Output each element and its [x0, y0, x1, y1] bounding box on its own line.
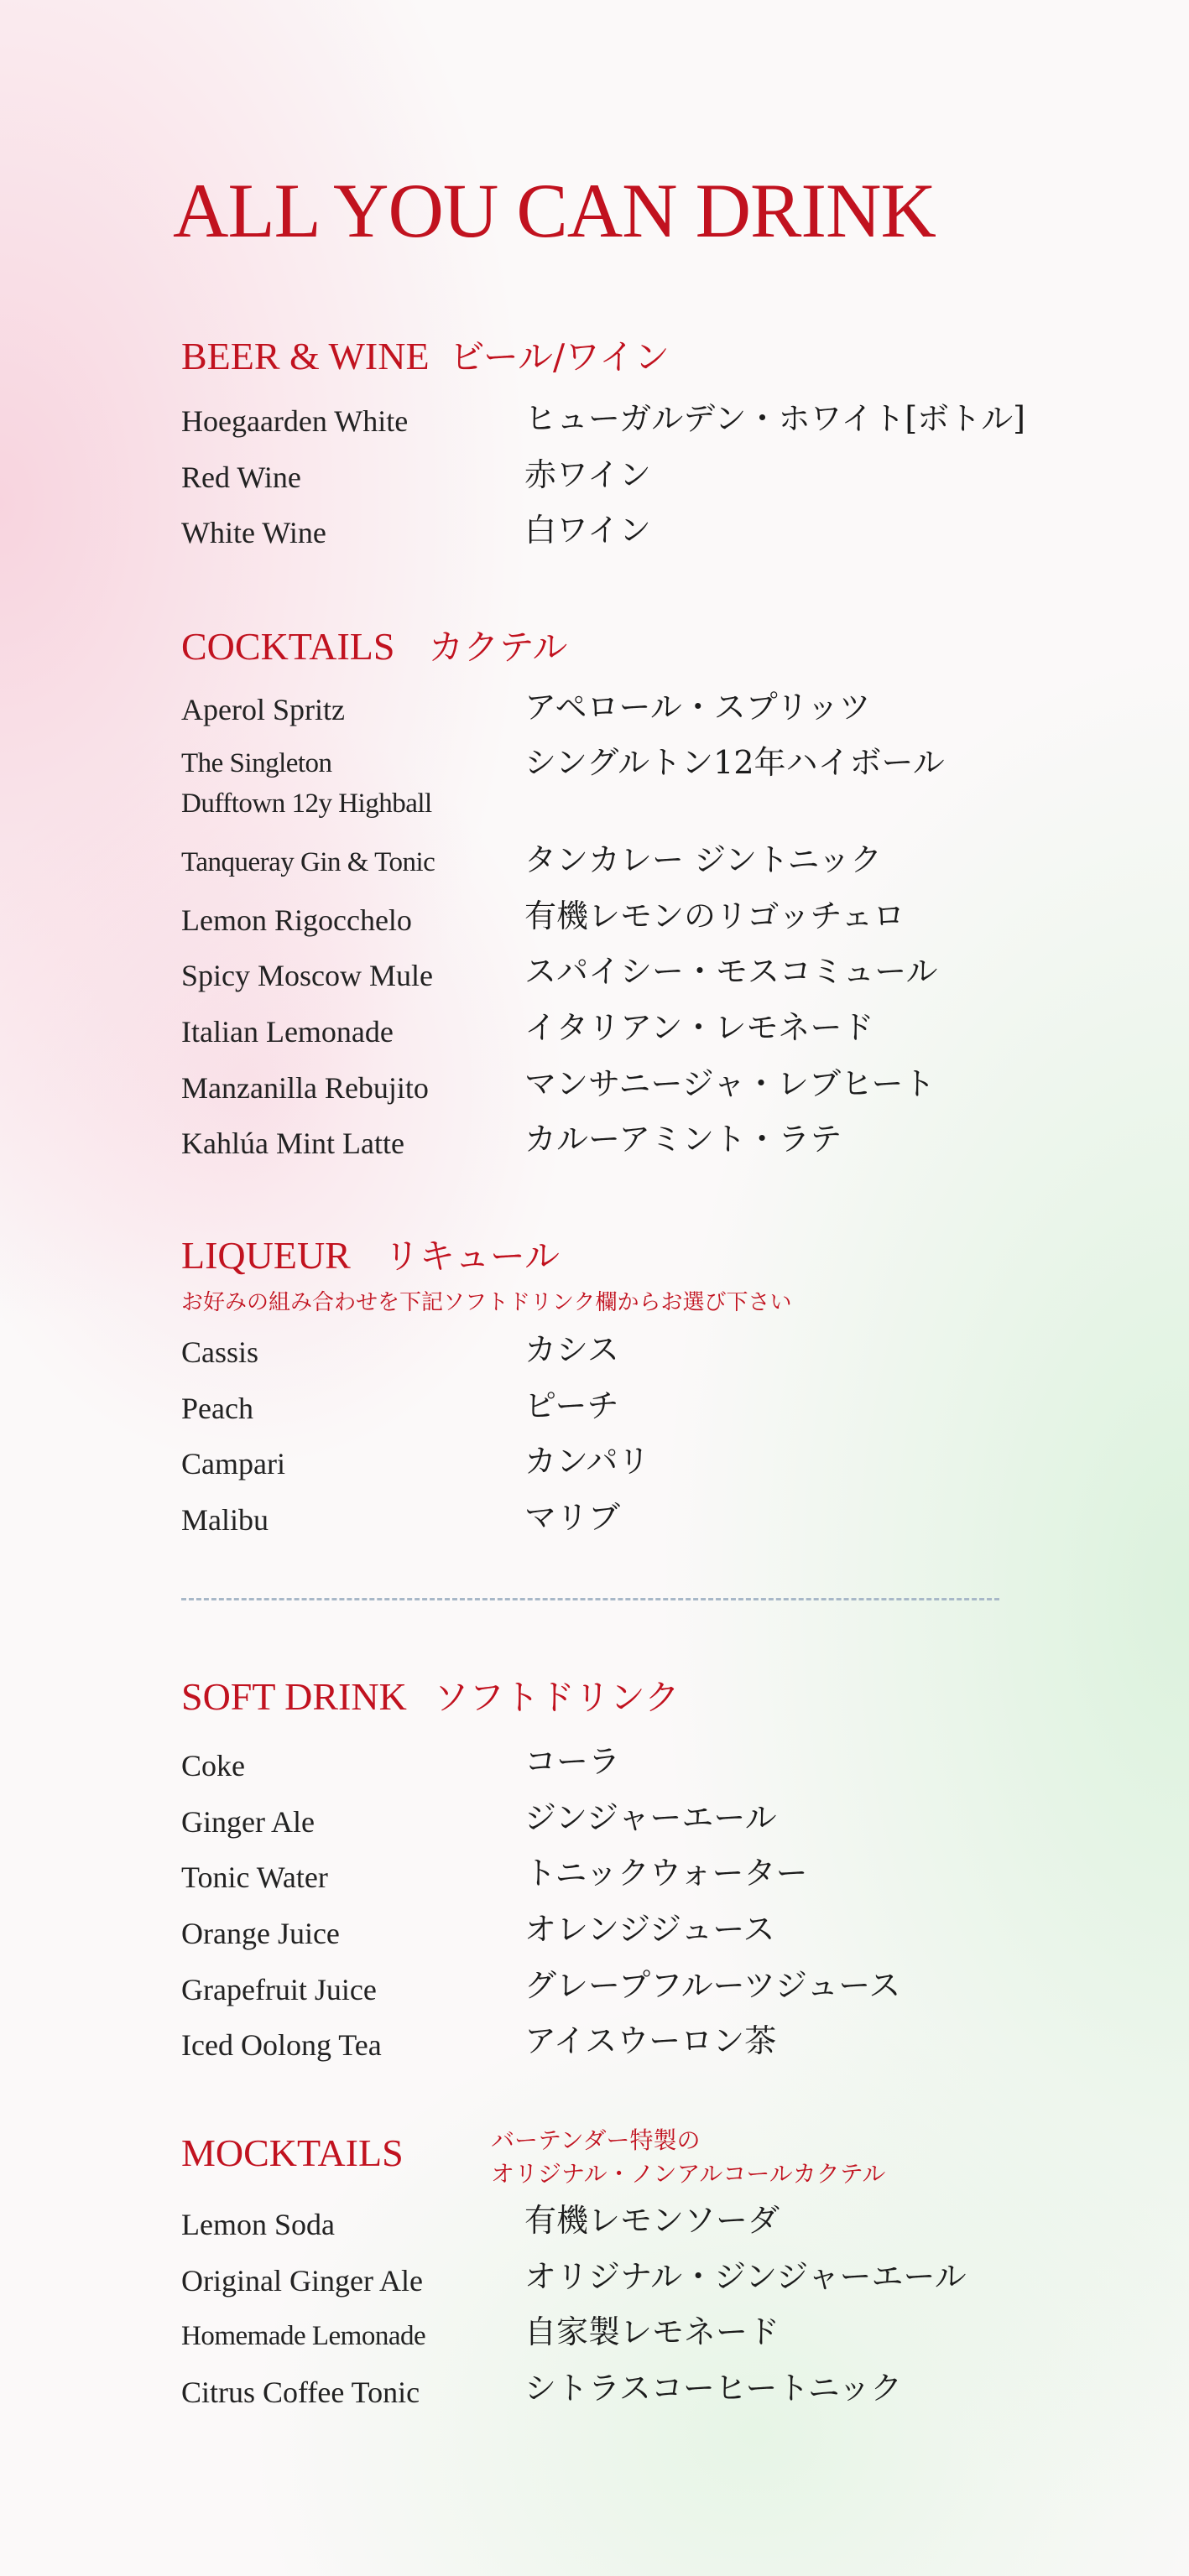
- menu-item-en: Ginger Ale: [181, 1805, 315, 1839]
- menu-item-jp: コーラ: [524, 1743, 621, 1780]
- menu-item-en: Citrus Coffee Tonic: [181, 2376, 420, 2409]
- mocktails-note-line1: バーテンダー特製の: [491, 2126, 701, 2154]
- menu-item-jp: グレープフルーツジュース: [524, 1967, 901, 2004]
- menu-item-jp: ジンジャーエール: [524, 1799, 777, 1836]
- menu-item-jp: カンパリ: [524, 1443, 650, 1480]
- menu-item-jp: マリブ: [524, 1499, 621, 1536]
- menu-item-jp: カシス: [524, 1331, 619, 1368]
- menu-item-en: Kahlúa Mint Latte: [181, 1127, 404, 1160]
- menu-item-jp: マンサニージャ・レブヒート: [524, 1065, 936, 1102]
- section-title-liqueur: [181, 1236, 560, 1275]
- menu-item-en: Grapefruit Juice: [181, 1973, 377, 2006]
- section-title-jp: ビール/ワイン: [449, 336, 670, 377]
- menu-item-jp: 自家製レモネード: [524, 2313, 780, 2350]
- menu-item-jp: スパイシー・モスコミュール: [524, 953, 938, 990]
- menu-item-jp: カルーアミント・ラテ: [524, 1121, 842, 1158]
- menu-item-en: Tanqueray Gin & Tonic: [181, 847, 435, 877]
- section-title-jp: リキュール: [383, 1236, 561, 1277]
- menu-item-en: Orange Juice: [181, 1917, 340, 1950]
- menu-item-jp: イタリアン・レモネード: [524, 1009, 874, 1046]
- section-title-soft-drink: [181, 1675, 680, 1718]
- menu-item-en: Iced Oolong Tea: [181, 2028, 382, 2062]
- menu-item-jp: シングルトン12年ハイボール: [524, 744, 945, 781]
- menu-item-jp: タンカレー ジントニック: [524, 841, 883, 878]
- menu-item-jp: 白ワイン: [524, 512, 651, 549]
- menu-item-en: Cassis: [181, 1335, 259, 1369]
- menu-item-en: Lemon Soda: [181, 2208, 335, 2241]
- section-title-cocktails: [181, 627, 567, 666]
- menu-item-en: Italian Lemonade: [181, 1015, 394, 1049]
- menu-item-jp: アペロール・スプリッツ: [524, 689, 871, 726]
- page-title: ALL YOU CAN DRINK: [173, 168, 936, 253]
- menu-item-jp: シトラスコーヒートニック: [524, 2370, 903, 2407]
- liqueur-note: お好みの組み合わせを下記ソフトドリンク欄からお選び下さい: [181, 1290, 792, 1315]
- menu-item-jp: ピーチ: [524, 1387, 619, 1424]
- menu-item-jp: トニックウォーター: [524, 1855, 808, 1892]
- menu-item-jp: 赤ワイン: [524, 456, 651, 493]
- menu-item-en: Tonic Water: [181, 1860, 328, 1894]
- menu-item-en: Homemade Lemonade: [181, 2321, 426, 2351]
- section-title-en: BEER & WINE: [181, 335, 430, 377]
- menu-item-jp: オレンジジュース: [524, 1911, 775, 1948]
- section-title-mocktails: [181, 2131, 404, 2174]
- menu-item-jp: ヒューガルデン・ホワイト[ボトル]: [524, 400, 1025, 437]
- section-title-jp: カクテル: [428, 627, 568, 668]
- menu-item-en: White Wine: [181, 516, 326, 549]
- section-title-en: COCKTAILS: [181, 625, 395, 668]
- menu-item-en: Lemon Rigocchelo: [181, 903, 412, 937]
- menu-item-jp: アイスウーロン茶: [524, 2022, 777, 2059]
- section-title-en: SOFT DRINK: [181, 1675, 407, 1718]
- menu-item-en: Original Ginger Ale: [181, 2264, 423, 2298]
- section-title-en: LIQUEUR: [181, 1234, 351, 1277]
- menu-item-jp: オリジナル・ジンジャーエール: [524, 2258, 967, 2295]
- menu-item-en: Red Wine: [181, 461, 301, 494]
- menu-item-en: Manzanilla Rebujito: [181, 1071, 429, 1105]
- menu-item-jp: 有機レモンのリゴッチェロ: [524, 898, 905, 934]
- menu-item-en: Hoegaarden White: [181, 404, 409, 438]
- menu-item-en: The Singleton: [181, 748, 332, 778]
- section-title-beer-wine: [181, 337, 670, 376]
- menu-item-en: Malibu: [181, 1503, 269, 1537]
- menu-item-en: Spicy Moscow Mule: [181, 959, 433, 992]
- mocktails-note-line2: オリジナル・ノンアルコールカクテル: [491, 2160, 886, 2188]
- menu-item-en: Coke: [181, 1749, 245, 1782]
- section-title-en: MOCKTAILS: [181, 2131, 404, 2174]
- section-divider: [181, 1598, 999, 1600]
- menu-item-en: Campari: [181, 1447, 285, 1481]
- menu-item-en-line2: Dufftown 12y Highball: [181, 788, 432, 819]
- menu-item-en: Peach: [181, 1392, 253, 1425]
- menu-item-en: Aperol Spritz: [181, 693, 345, 726]
- section-title-jp: ソフトドリンク: [433, 1677, 680, 1718]
- menu-item-jp: 有機レモンソーダ: [524, 2202, 780, 2239]
